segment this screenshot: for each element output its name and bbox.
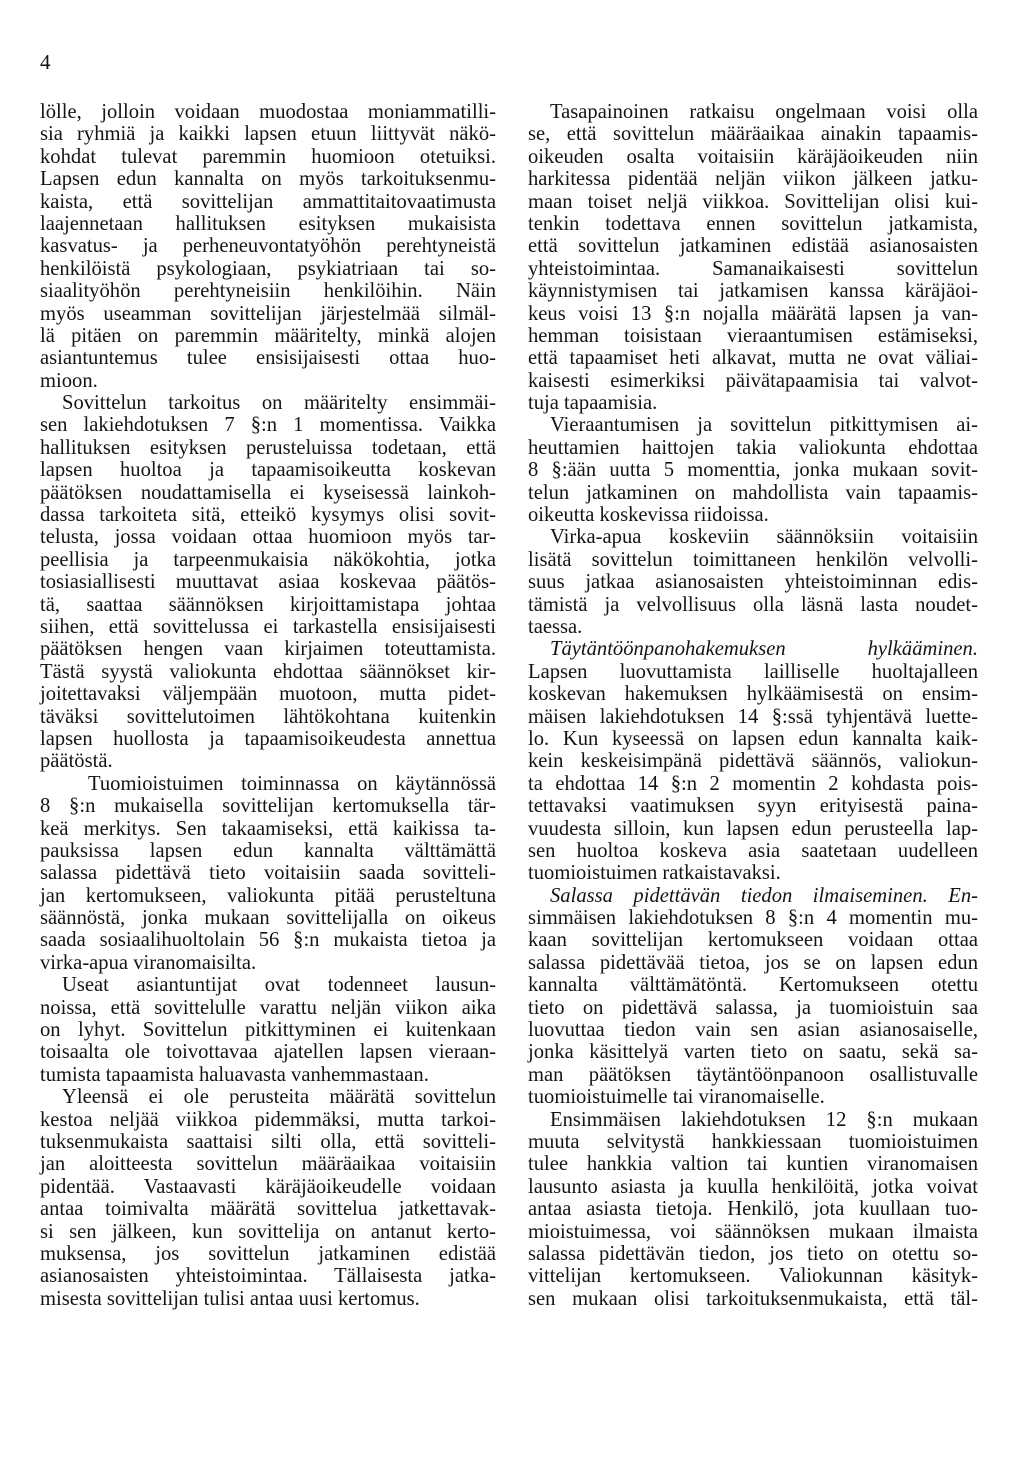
right-line-2: se, että sovittelun määräaikaa ainakin tapaamis-: [528, 123, 978, 146]
right-line-5: maan toiset neljä viikkoa. Sovittelijan olisi kui-: [528, 190, 978, 213]
left-line-53: asianosaisten yhteistoimintaa. Tällaisesta jatka-: [40, 1265, 496, 1288]
left-line-39: virka-apua viranomaisilta.: [40, 951, 257, 974]
left-line-54: misesta sovittelijan tulisi antaa uusi kertomus.: [40, 1287, 420, 1310]
right-heading-salassa: Salassa pidettävän tiedon ilmaiseminen. En-: [550, 884, 978, 907]
right-line-37: simmäisen lakiehdotuksen 8 §:n 4 momentin mu-: [528, 907, 978, 930]
right-line-34: sen huoltoa koskeva asia saatetaan uudelleen: [528, 839, 978, 862]
left-line-42: on lyhyt. Sovittelun pitkittyminen ei kuitenkaan: [40, 1019, 496, 1042]
left-line-12: asiantuntemus tulee ensisijaisesti ottaa huo-: [40, 347, 496, 370]
left-line-31: Tuomioistuimen toiminnassa on käytännössä: [88, 772, 496, 795]
right-line-31: ta ehdottaa 14 §:n 2 momentin 2 kohdasta pois-: [528, 772, 978, 795]
left-line-2: sia ryhmiä ja kaikki lapsen etuun liittyvät näkö-: [40, 123, 496, 146]
left-line-45: Yleensä ei ole perusteita määrätä sovittelun: [62, 1086, 496, 1109]
left-line-49: pidentää. Vastaavasti käräjäoikeudelle voidaan: [40, 1175, 496, 1198]
right-line-7: että sovittelun jatkaminen edistää asianosaisten: [528, 235, 978, 258]
left-line-9: siaalityöhön perehtyneisiin henkilöihin. Näin: [40, 280, 496, 303]
page-number: 4: [40, 50, 51, 74]
left-line-13: mioon.: [40, 369, 98, 392]
left-line-47: tuksenmukaista saattaisi silti olla, että sovitteli-: [40, 1130, 496, 1153]
right-column: [528, 101, 978, 1310]
right-line-49: lausunto asiasta ja kuulla henkilöitä, jotka voivat: [528, 1175, 978, 1198]
right-line-39: salassa pidettävää tietoa, jos se on lapsen edun: [528, 951, 978, 974]
left-line-18: päätöksen noudattamisella ei kyseisessä lainkoh-: [40, 481, 496, 504]
right-line-47: muuta selvitystä hankkiessaan tuomioistuimen: [528, 1130, 978, 1153]
right-line-22: suus jatkaa asianosaisten yhteistoiminnan edis-: [528, 571, 978, 594]
right-line-12: että tapaamiset heti alkavat, mutta ne ovat väliai-: [528, 347, 978, 370]
left-line-38: saada sosiaalihuoltolain 56 §:n mukaista tietoa ja: [40, 929, 496, 952]
right-line-6: tenkin todettava ennen sovittelun jatkamista,: [528, 212, 978, 235]
left-line-19: dassa tarkoiteta sitä, etteikö kysymys olisi sovit-: [40, 504, 496, 527]
left-line-16: hallituksen esityksen perusteluissa todetaan, että: [40, 436, 496, 459]
left-line-37: säännöstä, jonka mukaan sovittelijalla on oikeus: [40, 907, 496, 930]
right-line-44: man päätöksen täytäntöönpanoon osallistuvalle: [528, 1063, 978, 1086]
left-line-17: lapsen huoltoa ja tapaamisoikeutta koskevan: [40, 459, 496, 482]
left-line-36: jan kertomukseen, valiokunta pitää perusteltuna: [40, 884, 496, 907]
left-line-44: tumista tapaamista haluavasta vanhemmastaan.: [40, 1063, 429, 1086]
left-column: [40, 101, 496, 1310]
left-line-21: peellisia ja tarpeenmukaisia näkökohtia, jotka: [40, 548, 496, 571]
right-line-42: luovuttaa tiedon vain sen asian asianosaiselle,: [528, 1019, 978, 1042]
right-line-20: Virka-apua koskeviin säännöksiin voitaisiin: [550, 526, 978, 549]
right-line-18: telun jatkaminen on mahdollista vain tapaamis-: [528, 481, 978, 504]
right-line-9: käynnistymisen tai jatkamisen kanssa käräjäoi-: [528, 280, 978, 303]
right-line-23: tämistä ja velvollisuus olla läsnä lasta noudet-: [528, 593, 978, 616]
left-line-30: päätöstä.: [40, 750, 113, 773]
left-line-1: lölle, jolloin voidaan muodostaa moniammatilli-: [40, 101, 496, 123]
left-line-46: kestoa neljää viikkoa pidemmäksi, mutta tarkoi-: [40, 1108, 496, 1131]
left-line-23: tä, saattaa säännöksen kirjoittamistapa johtaa: [40, 593, 496, 616]
right-line-11: hemman toisistaan vieraantumisen estämiseksi,: [528, 324, 978, 347]
right-line-19: oikeutta koskevissa riidoissa.: [528, 504, 769, 527]
right-line-1: Tasapainoinen ratkaisu ongelmaan voisi olla: [550, 101, 978, 123]
left-line-7: kasvatus- ja perheneuvontatyöhön perehtyneistä: [40, 235, 496, 258]
right-line-32: tettavaksi vaatimuksen syyn erityisestä paina-: [528, 795, 978, 818]
left-line-5: kaista, että sovittelijan ammattitaitovaatimusta: [40, 190, 496, 213]
right-line-54: sen mukaan olisi tarkoituksenmukaista, että täl-: [528, 1287, 978, 1310]
right-line-41: tieto on pidettävä salassa, ja tuomioistuin saa: [528, 996, 978, 1019]
right-line-4: harkitessa pidentää neljän viikon jälkeen jatku-: [528, 168, 978, 191]
right-line-8: yhteistoimintaa. Samanaikaisesti sovittelun: [528, 257, 978, 280]
left-line-52: muksensa, jos sovittelun jatkaminen edistää: [40, 1242, 496, 1265]
right-line-28: mäisen lakiehdotuksen 14 §:ssä tyhjentävä luette-: [528, 705, 978, 728]
left-line-51: si sen jälkeen, kun sovittelija on antanut kerto-: [40, 1220, 496, 1243]
right-line-25: Täytäntöönpanohakemuksen hylkääminen.: [550, 638, 978, 661]
left-line-35: salassa pidettävä tieto voitaisiin saada sovitteli-: [40, 862, 496, 885]
left-line-11: lä pitäen on paremmin määritelty, minkä alojen: [40, 324, 496, 347]
left-line-28: täväksi sovittelutoimen lähtökohtana kuitenkin: [40, 705, 496, 728]
right-line-17: 8 §:ään uutta 5 momenttia, jonka mukaan sovit-: [528, 459, 978, 482]
right-line-38: kaan sovittelijan kertomukseen voidaan ottaa: [528, 929, 978, 952]
left-line-48: jan aloitteesta sovittelun määräaikaa voitaisiin: [40, 1153, 496, 1176]
left-line-15: sen lakiehdotuksen 7 §:n 1 momentissa. Vaikka: [40, 414, 496, 437]
left-line-26: Tästä syystä valiokunta ehdottaa säännökset kir-: [40, 660, 496, 683]
right-line-21: lisätä sovittelun toimittaneen henkilön velvolli-: [528, 548, 978, 571]
right-line-14: tuja tapaamisia.: [528, 392, 658, 415]
left-line-41: noissa, että sovittelulle varattu neljän viikon aika: [40, 996, 496, 1019]
right-line-45: tuomioistuimelle tai viranomaiselle.: [528, 1086, 825, 1109]
left-line-50: antaa toimivalta määrätä sovittelua jatkettavak-: [40, 1198, 496, 1221]
left-line-24: siihen, että sovittelussa ei tarkastella ensisijaisesti: [40, 615, 496, 638]
left-line-20: telusta, jossa voidaan ottaa huomioon myös tar-: [40, 526, 496, 549]
left-line-40: Useat asiantuntijat ovat todenneet lausun-: [62, 974, 496, 997]
left-line-43: toisaalta ole toivottavaa ajatellen lapsen vieraan-: [40, 1041, 496, 1064]
right-line-48: tulee hankkia valtion tai kuntien viranomaisen: [528, 1153, 978, 1176]
right-line-40: kannalta välttämätöntä. Kertomukseen otettu: [528, 974, 978, 997]
left-line-33: keä merkitys. Sen takaamiseksi, että kaikissa ta-: [40, 817, 496, 840]
right-line-50: antaa asiasta tietoja. Henkilö, jota kuullaan tuo-: [528, 1198, 978, 1221]
right-line-13: kaisesti esimerkiksi päivätapaamisia tai valvot-: [528, 369, 978, 392]
left-line-8: henkilöistä psykologiaan, psykiatriaan tai so-: [40, 257, 496, 280]
left-line-6: laajennetaan hallituksen esityksen mukaisista: [40, 212, 496, 235]
left-line-3: kohdat tulevat paremmin huomioon otetuiksi.: [40, 145, 496, 168]
right-heading-taytantoonpano: [528, 638, 978, 660]
left-line-34: pauksissa lapsen edun kannalta välttämättä: [40, 839, 496, 862]
right-line-51: mioistuimessa, voi säännöksen mukaan ilmaista: [528, 1220, 978, 1243]
right-line-33: vuudesta silloin, kun lapsen edun perusteella lap-: [528, 817, 978, 840]
right-line-16: heuttamien haittojen takia valiokunta ehdottaa: [528, 436, 978, 459]
left-line-4: Lapsen edun kannalta on myös tarkoituksenmu-: [40, 168, 496, 191]
right-line-26: Lapsen luovuttamista lailliselle huoltajalleen: [528, 660, 978, 683]
right-line-27: koskevan hakemuksen hylkäämisestä on ensim-: [528, 683, 978, 706]
right-line-24: taessa.: [528, 615, 583, 638]
right-line-46: Ensimmäisen lakiehdotuksen 12 §:n mukaan: [550, 1108, 978, 1131]
left-line-22: tosiasiallisesti muuttavat asiaa koskevaa päätös-: [40, 571, 496, 594]
right-line-43: jonka käsittelyä varten tieto on saatu, sekä sa-: [528, 1041, 978, 1064]
right-line-52: salassa pidettävän tiedon, jos tieto on otettu so-: [528, 1242, 978, 1265]
right-line-15: Vieraantumisen ja sovittelun pitkittymisen ai-: [550, 414, 978, 437]
left-line-14: Sovittelun tarkoitus on määritelty ensimmäi-: [62, 392, 496, 415]
right-line-10: keus voisi 13 §:n nojalla määrätä lapsen ja van-: [528, 302, 978, 325]
left-line-10: myös useamman sovittelijan järjestelmää silmäl-: [40, 302, 496, 325]
left-line-25: päätöksen hengen vaan kirjaimen toteuttamista.: [40, 638, 496, 661]
left-line-27: joitettavaksi väljempään muotoon, mutta pidet-: [40, 683, 496, 706]
left-line-29: lapsen huollosta ja tapaamisoikeudesta annettua: [40, 727, 496, 750]
right-line-3: oikeuden osalta voitaisiin käräjäoikeuden niin: [528, 145, 978, 168]
right-line-29: lo. Kun kyseessä on lapsen edun kannalta kaik-: [528, 727, 978, 750]
right-line-35: tuomioistuimen ratkaistavaksi.: [528, 862, 781, 885]
left-line-32: 8 §:n mukaisella sovittelijan kertomuksella tär-: [40, 795, 496, 818]
right-line-53: vittelijan kertomukseen. Valiokunnan käsityk-: [528, 1265, 978, 1288]
right-line-30: kein keskeisimpänä pidettävä säännös, valiokun-: [528, 750, 978, 773]
